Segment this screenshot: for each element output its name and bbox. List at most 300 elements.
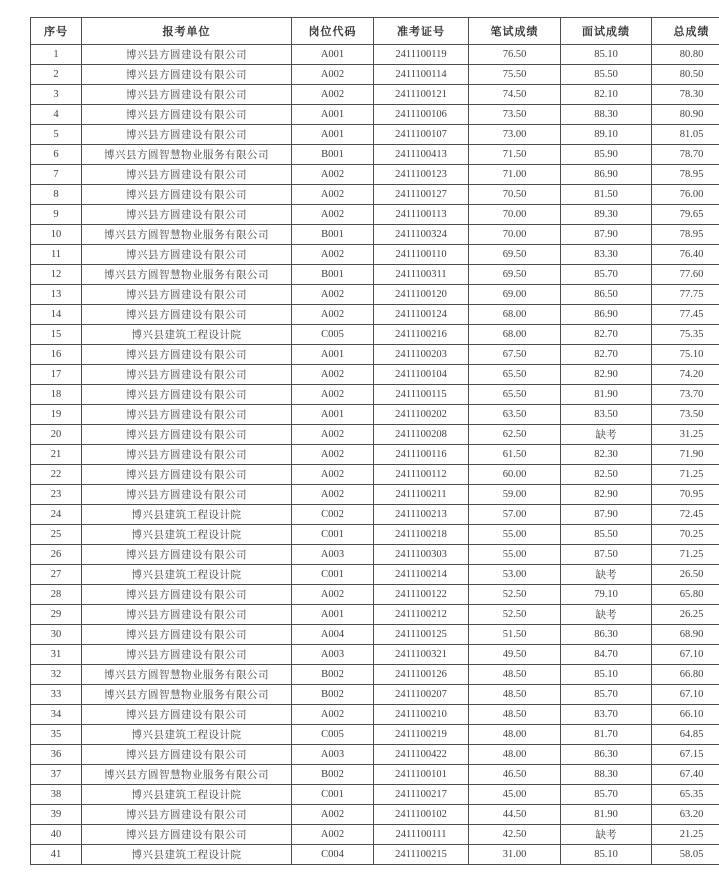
cell-unit: 博兴县方圆建设有限公司 [82,745,292,765]
cell-ticket-number: 2411100216 [374,325,469,345]
column-header-ticket-number: 准考证号 [374,18,469,45]
cell-position-code: A002 [292,485,374,505]
cell-index: 11 [31,245,82,265]
table-row [31,785,719,805]
cell-total-score: 71.25 [652,465,719,485]
cell-position-code: C001 [292,785,374,805]
cell-ticket-number: 2411100210 [374,705,469,725]
table-row [31,405,719,425]
cell-interview-score: 81.70 [561,725,652,745]
cell-index: 33 [31,685,82,705]
cell-total-score: 77.75 [652,285,719,305]
cell-total-score: 74.20 [652,365,719,385]
table-row [31,345,719,365]
table-row [31,325,719,345]
cell-written-score: 68.00 [469,305,561,325]
cell-total-score: 65.80 [652,585,719,605]
cell-interview-score: 85.50 [561,65,652,85]
table-row [31,605,719,625]
cell-written-score: 70.00 [469,205,561,225]
cell-unit: 博兴县方圆智慧物业服务有限公司 [82,665,292,685]
cell-position-code: A001 [292,405,374,425]
cell-written-score: 51.50 [469,625,561,645]
cell-unit: 博兴县方圆智慧物业服务有限公司 [82,685,292,705]
cell-ticket-number: 2411100207 [374,685,469,705]
cell-unit: 博兴县方圆建设有限公司 [82,805,292,825]
cell-written-score: 52.50 [469,605,561,625]
cell-interview-score: 89.10 [561,125,652,145]
cell-total-score: 77.45 [652,305,719,325]
cell-total-score: 65.35 [652,785,719,805]
cell-unit: 博兴县方圆建设有限公司 [82,125,292,145]
cell-total-score: 78.95 [652,165,719,185]
cell-index: 38 [31,785,82,805]
cell-written-score: 71.00 [469,165,561,185]
cell-unit: 博兴县方圆建设有限公司 [82,85,292,105]
cell-ticket-number: 2411100106 [374,105,469,125]
cell-index: 15 [31,325,82,345]
table-row [31,145,719,165]
cell-position-code: C001 [292,525,374,545]
table-row [31,385,719,405]
cell-interview-score: 83.50 [561,405,652,425]
cell-position-code: B001 [292,145,374,165]
cell-unit: 博兴县建筑工程设计院 [82,725,292,745]
cell-interview-score: 86.90 [561,165,652,185]
cell-interview-score: 86.30 [561,625,652,645]
cell-unit: 博兴县方圆建设有限公司 [82,705,292,725]
cell-written-score: 48.00 [469,725,561,745]
cell-written-score: 60.00 [469,465,561,485]
cell-unit: 博兴县方圆建设有限公司 [82,205,292,225]
cell-written-score: 48.50 [469,665,561,685]
table-row [31,105,719,125]
cell-written-score: 48.50 [469,685,561,705]
cell-interview-score: 82.70 [561,325,652,345]
cell-interview-score: 85.70 [561,785,652,805]
cell-position-code: A002 [292,245,374,265]
cell-position-code: A003 [292,645,374,665]
cell-written-score: 63.50 [469,405,561,425]
table-row [31,505,719,525]
cell-index: 36 [31,745,82,765]
cell-interview-score: 85.90 [561,145,652,165]
cell-position-code: A003 [292,745,374,765]
table-row [31,265,719,285]
cell-index: 29 [31,605,82,625]
cell-unit: 博兴县方圆建设有限公司 [82,605,292,625]
table-row [31,845,719,865]
table-row [31,645,719,665]
cell-total-score: 80.80 [652,45,719,65]
cell-unit: 博兴县建筑工程设计院 [82,785,292,805]
cell-interview-score: 87.90 [561,225,652,245]
cell-total-score: 68.90 [652,625,719,645]
cell-ticket-number: 2411100213 [374,505,469,525]
cell-position-code: C001 [292,565,374,585]
cell-ticket-number: 2411100422 [374,745,469,765]
cell-unit: 博兴县建筑工程设计院 [82,325,292,345]
cell-interview-score: 85.10 [561,665,652,685]
cell-index: 12 [31,265,82,285]
cell-written-score: 71.50 [469,145,561,165]
table-row [31,365,719,385]
cell-index: 30 [31,625,82,645]
table-row [31,745,719,765]
cell-written-score: 48.00 [469,745,561,765]
cell-total-score: 81.05 [652,125,719,145]
cell-position-code: C005 [292,325,374,345]
cell-unit: 博兴县方圆建设有限公司 [82,365,292,385]
cell-index: 24 [31,505,82,525]
cell-index: 20 [31,425,82,445]
score-table-header [31,18,719,45]
cell-interview-score: 缺考 [561,825,652,845]
cell-written-score: 61.50 [469,445,561,465]
cell-written-score: 69.50 [469,245,561,265]
table-row [31,305,719,325]
column-header-unit: 报考单位 [82,18,292,45]
table-row [31,185,719,205]
cell-unit: 博兴县建筑工程设计院 [82,525,292,545]
cell-ticket-number: 2411100121 [374,85,469,105]
cell-unit: 博兴县方圆建设有限公司 [82,165,292,185]
cell-interview-score: 81.90 [561,385,652,405]
table-row [31,705,719,725]
cell-total-score: 26.50 [652,565,719,585]
table-row [31,165,719,185]
cell-interview-score: 81.90 [561,805,652,825]
cell-total-score: 67.15 [652,745,719,765]
cell-unit: 博兴县方圆智慧物业服务有限公司 [82,145,292,165]
cell-position-code: A001 [292,125,374,145]
cell-ticket-number: 2411100124 [374,305,469,325]
cell-position-code: C004 [292,845,374,865]
cell-total-score: 31.25 [652,425,719,445]
cell-written-score: 57.00 [469,505,561,525]
table-row [31,585,719,605]
cell-ticket-number: 2411100126 [374,665,469,685]
cell-index: 41 [31,845,82,865]
cell-position-code: A002 [292,445,374,465]
cell-ticket-number: 2411100104 [374,365,469,385]
cell-written-score: 46.50 [469,765,561,785]
cell-written-score: 73.50 [469,105,561,125]
cell-index: 32 [31,665,82,685]
cell-written-score: 65.50 [469,385,561,405]
cell-unit: 博兴县方圆建设有限公司 [82,305,292,325]
cell-position-code: A001 [292,45,374,65]
table-row [31,65,719,85]
cell-unit: 博兴县方圆建设有限公司 [82,285,292,305]
cell-position-code: A002 [292,65,374,85]
cell-written-score: 55.00 [469,545,561,565]
cell-index: 40 [31,825,82,845]
cell-total-score: 76.00 [652,185,719,205]
cell-total-score: 66.10 [652,705,719,725]
cell-position-code: A004 [292,625,374,645]
column-header-interview-score: 面试成绩 [561,18,652,45]
table-row [31,425,719,445]
cell-index: 3 [31,85,82,105]
cell-interview-score: 85.70 [561,685,652,705]
cell-interview-score: 82.90 [561,365,652,385]
cell-total-score: 73.50 [652,405,719,425]
cell-position-code: A002 [292,365,374,385]
cell-unit: 博兴县方圆建设有限公司 [82,545,292,565]
cell-unit: 博兴县方圆智慧物业服务有限公司 [82,265,292,285]
cell-position-code: B001 [292,225,374,245]
cell-position-code: B002 [292,685,374,705]
cell-written-score: 70.00 [469,225,561,245]
cell-position-code: A002 [292,185,374,205]
cell-ticket-number: 2411100217 [374,785,469,805]
cell-position-code: A003 [292,545,374,565]
cell-index: 1 [31,45,82,65]
cell-ticket-number: 2411100219 [374,725,469,745]
table-row [31,545,719,565]
cell-ticket-number: 2411100127 [374,185,469,205]
cell-unit: 博兴县方圆建设有限公司 [82,445,292,465]
table-row [31,285,719,305]
column-header-total-score: 总成绩 [652,18,719,45]
cell-interview-score: 86.30 [561,745,652,765]
cell-ticket-number: 2411100101 [374,765,469,785]
cell-position-code: A001 [292,605,374,625]
cell-written-score: 69.00 [469,285,561,305]
cell-position-code: B002 [292,665,374,685]
cell-position-code: A002 [292,825,374,845]
cell-position-code: B001 [292,265,374,285]
cell-total-score: 63.20 [652,805,719,825]
cell-index: 17 [31,365,82,385]
cell-total-score: 70.95 [652,485,719,505]
cell-total-score: 80.50 [652,65,719,85]
cell-index: 35 [31,725,82,745]
cell-ticket-number: 2411100120 [374,285,469,305]
cell-ticket-number: 2411100218 [374,525,469,545]
cell-position-code: A002 [292,805,374,825]
cell-total-score: 78.30 [652,85,719,105]
cell-index: 19 [31,405,82,425]
cell-interview-score: 82.90 [561,485,652,505]
cell-position-code: A002 [292,425,374,445]
table-row [31,205,719,225]
cell-interview-score: 83.30 [561,245,652,265]
cell-ticket-number: 2411100203 [374,345,469,365]
score-table-body [31,45,719,865]
cell-ticket-number: 2411100102 [374,805,469,825]
cell-index: 28 [31,585,82,605]
table-row [31,825,719,845]
cell-index: 8 [31,185,82,205]
table-row [31,725,719,745]
cell-position-code: A002 [292,165,374,185]
cell-written-score: 76.50 [469,45,561,65]
cell-position-code: A002 [292,85,374,105]
table-row [31,565,719,585]
cell-ticket-number: 2411100123 [374,165,469,185]
cell-unit: 博兴县建筑工程设计院 [82,565,292,585]
cell-unit: 博兴县方圆建设有限公司 [82,465,292,485]
cell-unit: 博兴县建筑工程设计院 [82,505,292,525]
cell-interview-score: 85.70 [561,265,652,285]
cell-index: 14 [31,305,82,325]
cell-position-code: A001 [292,345,374,365]
cell-position-code: C005 [292,725,374,745]
cell-index: 5 [31,125,82,145]
cell-index: 10 [31,225,82,245]
cell-written-score: 68.00 [469,325,561,345]
table-row [31,45,719,65]
cell-ticket-number: 2411100413 [374,145,469,165]
cell-total-score: 64.85 [652,725,719,745]
cell-written-score: 67.50 [469,345,561,365]
cell-position-code: A002 [292,285,374,305]
cell-total-score: 58.05 [652,845,719,865]
cell-interview-score: 82.10 [561,85,652,105]
cell-ticket-number: 2411100311 [374,265,469,285]
cell-index: 4 [31,105,82,125]
cell-interview-score: 87.50 [561,545,652,565]
table-row [31,245,719,265]
cell-unit: 博兴县方圆建设有限公司 [82,645,292,665]
cell-position-code: A001 [292,105,374,125]
cell-position-code: A002 [292,385,374,405]
cell-total-score: 75.10 [652,345,719,365]
cell-total-score: 80.90 [652,105,719,125]
column-header-index: 序号 [31,18,82,45]
cell-index: 27 [31,565,82,585]
cell-unit: 博兴县方圆建设有限公司 [82,45,292,65]
cell-unit: 博兴县方圆建设有限公司 [82,245,292,265]
cell-unit: 博兴县方圆智慧物业服务有限公司 [82,225,292,245]
cell-interview-score: 81.50 [561,185,652,205]
cell-position-code: C002 [292,505,374,525]
cell-interview-score: 82.50 [561,465,652,485]
cell-ticket-number: 2411100125 [374,625,469,645]
table-row [31,765,719,785]
cell-unit: 博兴县方圆建设有限公司 [82,385,292,405]
table-row [31,225,719,245]
cell-unit: 博兴县方圆建设有限公司 [82,585,292,605]
cell-written-score: 31.00 [469,845,561,865]
cell-written-score: 74.50 [469,85,561,105]
cell-position-code: A002 [292,585,374,605]
header-row [31,18,719,45]
cell-total-score: 26.25 [652,605,719,625]
cell-interview-score: 85.10 [561,45,652,65]
cell-total-score: 79.65 [652,205,719,225]
table-row [31,665,719,685]
cell-written-score: 55.00 [469,525,561,545]
cell-unit: 博兴县方圆建设有限公司 [82,425,292,445]
cell-total-score: 66.80 [652,665,719,685]
cell-ticket-number: 2411100324 [374,225,469,245]
cell-ticket-number: 2411100211 [374,485,469,505]
cell-total-score: 67.40 [652,765,719,785]
cell-interview-score: 缺考 [561,565,652,585]
column-header-position-code: 岗位代码 [292,18,374,45]
cell-written-score: 42.50 [469,825,561,845]
cell-interview-score: 85.10 [561,845,652,865]
cell-total-score: 73.70 [652,385,719,405]
cell-index: 7 [31,165,82,185]
cell-ticket-number: 2411100111 [374,825,469,845]
cell-interview-score: 86.50 [561,285,652,305]
cell-interview-score: 88.30 [561,765,652,785]
cell-index: 16 [31,345,82,365]
score-table [30,17,719,865]
cell-interview-score: 87.90 [561,505,652,525]
cell-interview-score: 89.30 [561,205,652,225]
cell-index: 31 [31,645,82,665]
cell-index: 25 [31,525,82,545]
cell-written-score: 49.50 [469,645,561,665]
cell-ticket-number: 2411100214 [374,565,469,585]
cell-written-score: 69.50 [469,265,561,285]
cell-ticket-number: 2411100116 [374,445,469,465]
table-row [31,685,719,705]
cell-total-score: 67.10 [652,645,719,665]
column-header-written-score: 笔试成绩 [469,18,561,45]
cell-ticket-number: 2411100113 [374,205,469,225]
cell-index: 23 [31,485,82,505]
cell-unit: 博兴县方圆建设有限公司 [82,485,292,505]
cell-written-score: 45.00 [469,785,561,805]
cell-unit: 博兴县方圆建设有限公司 [82,625,292,645]
cell-interview-score: 79.10 [561,585,652,605]
cell-written-score: 62.50 [469,425,561,445]
cell-position-code: A002 [292,705,374,725]
cell-ticket-number: 2411100212 [374,605,469,625]
cell-index: 26 [31,545,82,565]
cell-total-score: 72.45 [652,505,719,525]
cell-position-code: B002 [292,765,374,785]
cell-ticket-number: 2411100202 [374,405,469,425]
cell-ticket-number: 2411100119 [374,45,469,65]
cell-interview-score: 缺考 [561,425,652,445]
cell-unit: 博兴县方圆建设有限公司 [82,105,292,125]
cell-ticket-number: 2411100303 [374,545,469,565]
cell-index: 18 [31,385,82,405]
cell-total-score: 71.25 [652,545,719,565]
cell-unit: 博兴县方圆建设有限公司 [82,405,292,425]
cell-written-score: 73.00 [469,125,561,145]
cell-total-score: 70.25 [652,525,719,545]
table-row [31,125,719,145]
table-row [31,465,719,485]
cell-interview-score: 86.90 [561,305,652,325]
cell-interview-score: 82.30 [561,445,652,465]
cell-index: 6 [31,145,82,165]
cell-ticket-number: 2411100110 [374,245,469,265]
table-row [31,85,719,105]
cell-written-score: 44.50 [469,805,561,825]
cell-total-score: 21.25 [652,825,719,845]
cell-index: 34 [31,705,82,725]
cell-total-score: 77.60 [652,265,719,285]
cell-total-score: 78.95 [652,225,719,245]
cell-total-score: 76.40 [652,245,719,265]
cell-written-score: 48.50 [469,705,561,725]
cell-written-score: 59.00 [469,485,561,505]
cell-ticket-number: 2411100215 [374,845,469,865]
cell-ticket-number: 2411100208 [374,425,469,445]
cell-written-score: 65.50 [469,365,561,385]
cell-unit: 博兴县方圆建设有限公司 [82,825,292,845]
cell-index: 22 [31,465,82,485]
